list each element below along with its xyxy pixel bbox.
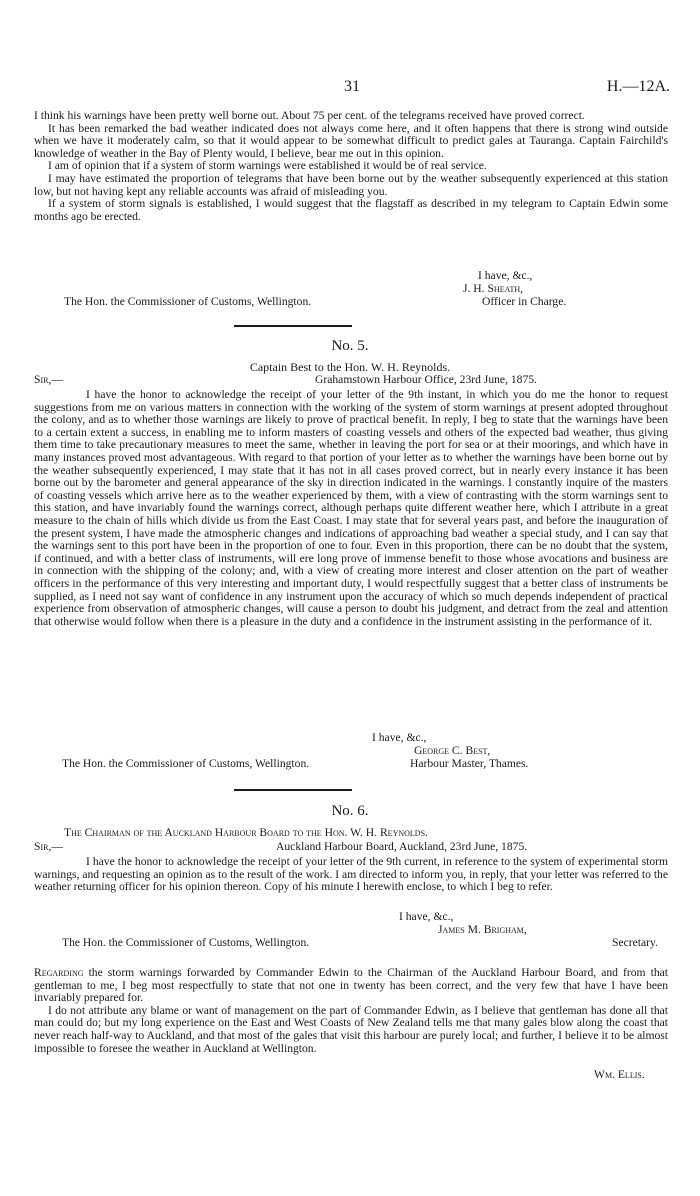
page-header — [34, 78, 670, 100]
salutation: Sir,— — [34, 840, 63, 853]
paragraph-text: the storm warnings forwarded by Commander Edwin to the Chairman of the Auckland Harbour Board, and from that gentleman to me, I beg most respectfully to state that not one in twenty has been correct, and the very few that have I have been invariably prepared for. — [34, 966, 669, 1005]
addressee: The Hon. the Commissioner of Customs, Wellington. — [64, 295, 312, 308]
signatory-title: Officer in Charge. — [482, 295, 567, 308]
letter-body — [34, 856, 668, 894]
section-divider — [234, 325, 352, 327]
paragraph: I am of opinion that if a system of storm warnings were established it would be of real service. — [48, 159, 487, 173]
signature: James M. Brigham, — [438, 923, 527, 936]
paragraph — [34, 967, 668, 1005]
lead-word: Regarding — [34, 966, 84, 979]
section-heading: No. 5. — [331, 338, 369, 354]
signature: Wm. Ellis. — [594, 1068, 645, 1081]
minute-body — [34, 967, 668, 1055]
section-divider — [234, 789, 352, 791]
paragraph: I do not attribute any blame or want of management on the part of Commander Edwin, as I believe that gentleman has done all that man could do; but my long experience on the East and West Coasts of New Zealand tells me that many gales blow along the coast that never reach half-way to Auckland, and that most of the gales that visit this harbour are purely local; and further, I believe it to be almost impossible to foresee the weather in Auckland at Wellington. — [34, 1003, 668, 1055]
paragraph: If a system of storm signals is established, I would suggest that the flagstaff as described in my telegram to Captain Edwin some months ago be erected. — [34, 197, 668, 223]
paragraph: I have the honor to acknowledge the receipt of your letter of the 9th instant, in which you do me the honor to request suggestions from me on various matters in connection with the working of the system of storm warnings at present adopted throughout the colony, and as to whether those warnings are likely to prove of practical benefit. In reply, I beg to state that the warnings have been to a certain extent a success, in enabling me to inform masters of coasting vessels and others of the expected bad weather, thus giving them time to take precautionary measures to meet the same, whether in leaving the port for sea or at their moorings, and which have in many instances proved most advantageous. With regard to that portion of your letter as to whether the warnings have been borne out by the weather subsequently experienced, I may state that it has not in all cases proved correct, but in nearly every instance it has been borne out by the barometer and general appearance of the sky in direction indicated in the warnings. I constantly inquire of the masters of coasting vessels which arrive here as to the weather experienced by them, with a view of contrasting with the storm warnings sent to this station, and have invariably found the warnings correct, although perhaps quite different weather here, which I attribute in a great measure to the chain of hills which divide us from the East Coast. I may state that for several years past, and before the inauguration of the present system, I have made the atmospheric changes and indications of approaching bad weather a special study, and I can say that the warnings sent to this port have been in the proportion of one to four. Even in this proportion, there can be no doubt that the system, if continued, and with a better class of instruments, will ere long prove of immense benefit to those whose avocations and business are in connection with the shipping of the colony; and, with a view of creating more interest and closer attention on the part of weather officers in the performance of this very interesting and important duty, I would respectfully suggest that a better class of instruments be supplied, as I need not say want of confidence in any instrument upon the accuracy of which so much depends independent of practical experience from observation of atmospheric changes, will cause a person to doubt his judgment, and detract from the zeal and attention that otherwise would follow when there is a pleasure in the duty and a confidence in the instrument assisting in the performance of it. — [34, 388, 668, 628]
closing-formula: I have, &c., — [478, 269, 533, 282]
place-date: Auckland Harbour Board, Auckland, 23rd June, 1875. — [276, 840, 528, 853]
signatory-title: Harbour Master, Thames. — [410, 757, 529, 770]
salutation: Sir,— — [34, 373, 63, 386]
letter-from-to: Captain Best to the Hon. W. H. Reynolds. — [249, 360, 451, 374]
paragraph: I may have estimated the proportion of telegrams that have been borne out by the weather subsequently experienced at this station low, but not having kept any reliable accounts was afraid of misleading you. — [34, 171, 668, 198]
document-reference: H.—12A. — [606, 78, 670, 95]
signature: J. H. Sheath, — [463, 282, 524, 295]
closing-formula: I have, &c., — [372, 731, 427, 744]
addressee: The Hon. the Commissioner of Customs, Wellington. — [62, 936, 310, 949]
page-number: 31 — [344, 78, 360, 95]
section-heading: No. 6. — [331, 803, 369, 819]
addressee: The Hon. the Commissioner of Customs, Wellington. — [62, 757, 310, 770]
letter-body — [34, 389, 668, 628]
sheath-letter-body — [34, 110, 668, 223]
paragraph: I think his warnings have been pretty well borne out. About 75 per cent. of the telegrams received have proved correct. — [34, 109, 585, 122]
paragraph: I have the honor to acknowledge the receipt of your letter of the 9th current, in reference to the system of experimental storm warnings, and requesting an opinion as to the result of the work. I am directed to inform you, in reply, that your letter was referred to the weather returning officer for his opinion thereon. Copy of his minute I herewith enclose, to which I beg to refer. — [34, 855, 668, 894]
place-date: Grahamstown Harbour Office, 23rd June, 1875. — [315, 373, 537, 386]
signatory-title: Secretary. — [612, 936, 658, 949]
signature: George C. Best, — [414, 744, 491, 757]
letter-from-to: The Chairman of the Auckland Harbour Board to the Hon. W. H. Reynolds. — [64, 826, 428, 839]
paragraph: It has been remarked the bad weather indicated does not always come here, and it often happens that there is strong wind outside when we have it moderately calm, so that it would appear to be somewhat difficult to predict gales at Tauranga. Captain Fairchild's knowledge of weather in the Bay of Plenty would, I believe, bear me out in this opinion. — [34, 121, 668, 160]
closing-formula: I have, &c., — [399, 910, 454, 923]
